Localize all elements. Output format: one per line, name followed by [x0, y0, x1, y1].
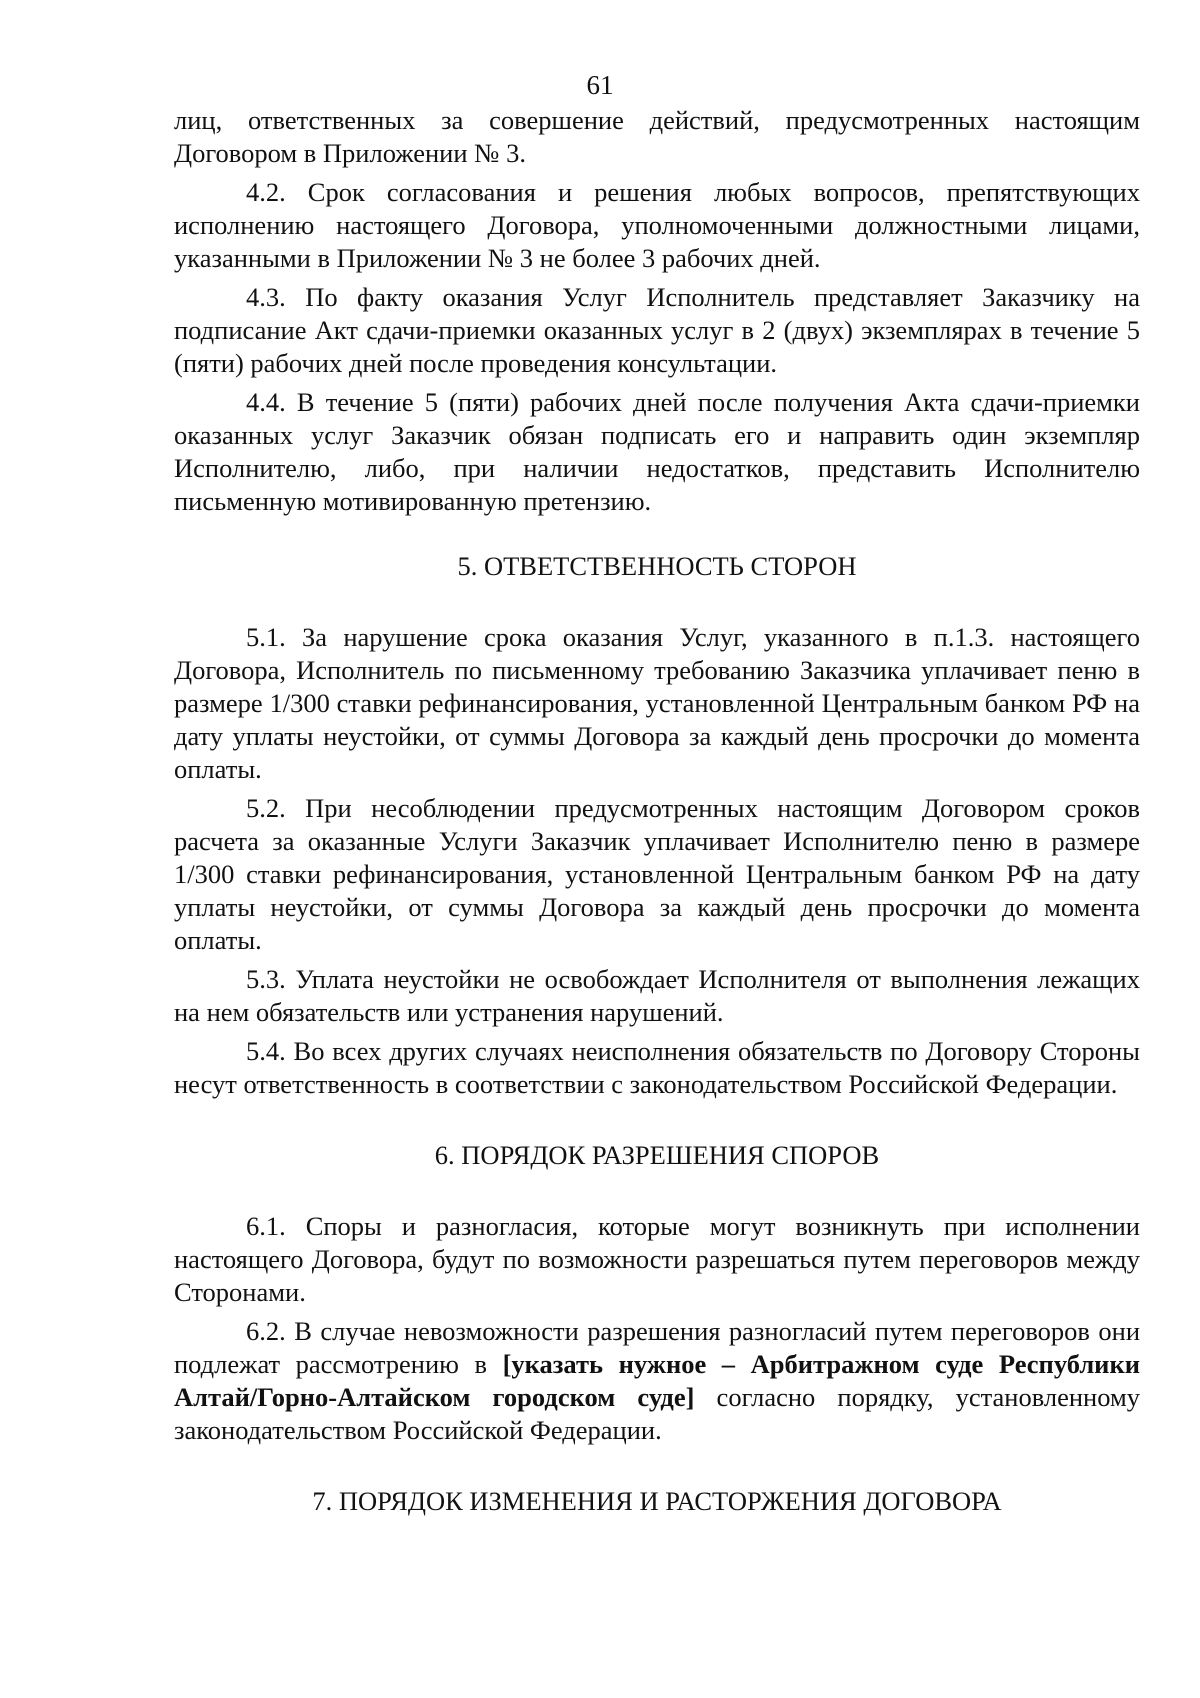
paragraph-4-2: 4.2. Срок согласования и решения любых вопросов, препятствующих исполнению настоящего Договора, уполномоченными должностными лицами, указанными в Приложении № 3 не более 3 рабочих дней. [174, 177, 1140, 273]
page-number: 61 [586, 70, 614, 100]
paragraph-5-2: 5.2. При несоблюдении предусмотренных настоящим Договором сроков расчета за оказанные Услуги Заказчик уплачивает Исполнителю пеню в размере 1/300 ставки рефинансирования, установленной Центральным банком РФ на дату уплаты неустойки, от суммы Договора за каждый день просрочки до момента оплаты. [174, 793, 1140, 955]
paragraph-5-1: 5.1. За нарушение срока оказания Услуг, указанного в п.1.3. настоящего Договора, Исполнитель по письменному требованию Заказчика уплачивает пеню в размере 1/300 ставки рефинансирования, установленной Центральным банком РФ на дату уплаты неустойки, от суммы Договора за каждый день просрочки до момента оплаты. [174, 622, 1140, 784]
section-heading-7: 7. ПОРЯДОК ИЗМЕНЕНИЯ И РАСТОРЖЕНИЯ ДОГОВОРА [312, 1486, 1002, 1516]
document-body [174, 104, 1140, 1556]
section-heading-5: 5. ОТВЕТСТВЕННОСТЬ СТОРОН [457, 551, 857, 581]
paragraph-6-2 [174, 1315, 1140, 1447]
paragraph-5-3: 5.3. Уплата неустойки не освобождает Исполнителя от выполнения лежащих на нем обязательств или устранения нарушений. [174, 964, 1140, 1027]
paragraph-4-4: 4.4. В течение 5 (пяти) рабочих дней после получения Акта сдачи-приемки оказанных услуг Заказчик обязан подписать его и направить один экземпляр Исполнителю, либо, при наличии недостатков, представить Исполнителю письменную мотивированную претензию. [174, 387, 1140, 516]
paragraph-intro: лиц, ответственных за совершение действий, предусмотренных настоящим Договором в Приложении № 3. [174, 105, 1140, 168]
paragraph-5-4: 5.4. Во всех других случаях неисполнения обязательств по Договору Стороны несут ответственность в соответствии с законодательством Российской Федерации. [174, 1036, 1140, 1099]
paragraph-6-2-end: согласно порядку, установленному законодательством Российской Федерации. [174, 1382, 1140, 1445]
paragraph-6-2-court-placeholder: [указать нужное – Арбитражном суде Республики Алтай/Горно-Алтайском городском суде] [174, 1349, 1140, 1412]
paragraph-6-1: 6.1. Споры и разногласия, которые могут возникнуть при исполнении настоящего Договора, будут по возможности разрешаться путем переговоров между Сторонами. [174, 1211, 1140, 1307]
paragraph-4-3: 4.3. По факту оказания Услуг Исполнитель представляет Заказчику на подписание Акт сдачи-приемки оказанных услуг в 2 (двух) экземплярах в течение 5 (пяти) рабочих дней после проведения консультации. [174, 282, 1140, 378]
paragraph-6-2-start: 6.2. В случае невозможности разрешения разногласий путем переговоров они подлежат рассмотрению в [174, 1316, 1140, 1379]
section-heading-6: 6. ПОРЯДОК РАЗРЕШЕНИЯ СПОРОВ [434, 1140, 880, 1170]
